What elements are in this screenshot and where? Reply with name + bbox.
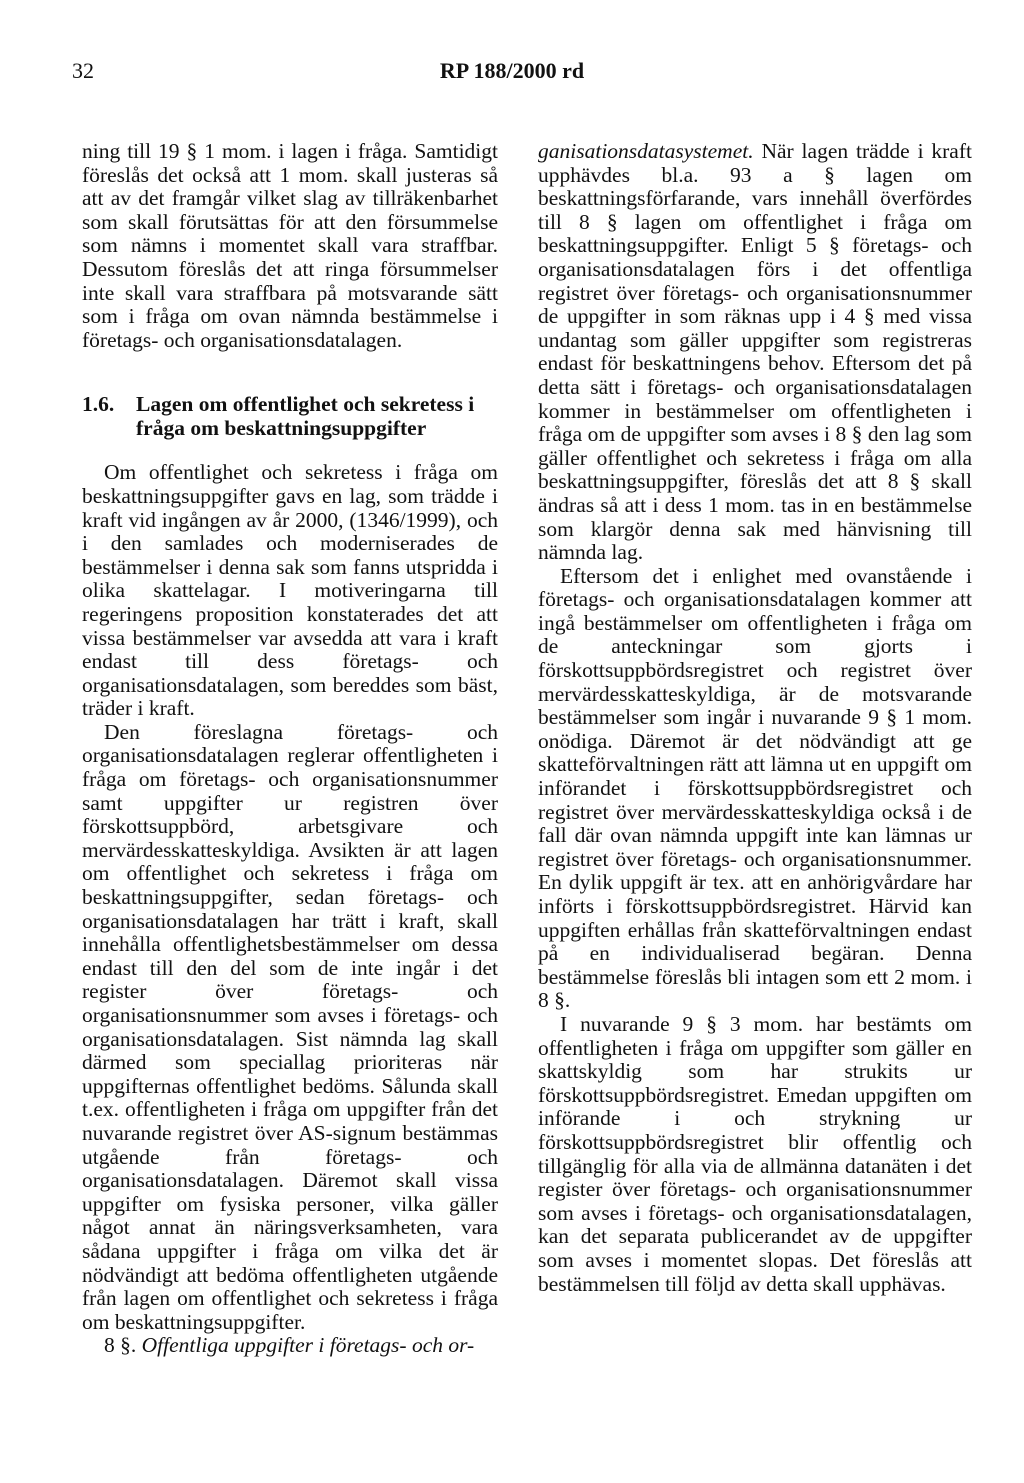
- body-paragraph: ning till 19 § 1 mom. i lagen i fråga. Samtidigt föreslås det också att 1 mom. skall justeras så att av det framgår vilket slag av tillräkenbarhet som skall förutsättas för att den försummelse som nämns i momentet skall vara straffbar. Dessutom föreslås det att ringa försummelser inte skall vara straffbara på motsvarande sätt som i fråga om ovan nämnda bestämmelse i företags- och organisationsdatalagen.: [82, 139, 498, 352]
- body-paragraph: Eftersom det i enlighet med ovanstående i företags- och organisationsdatalagen kommer att ingå bestämmelser om offentligheten i fråga om de anteckningar som gjorts i förskottsuppbördsregistret och registret över mervärdesskatteskyldiga, är de motsvarande bestämmelser som ingår i nuvarande 9 § 1 mom. onödiga. Däremot är det nödvändigt att ge skatteförvaltningen rätt att lämna ut en uppgift om införandet i förskottsuppbördsregistret och registret över mervärdesskatteskyldiga också i de fall där ovan nämnda uppgift inte kan lämnas ur registret över företags- och organisationsnummer. En dylik uppgift är tex. att en anhörigvårdare har införts i förskottsuppbördsregistret. Härvid kan uppgiften erhållas från skatteförvaltningen endast på en individualiserad begäran. Denna bestämmelse föreslås bli intagen som ett 2 mom. i 8 §.: [538, 563, 972, 1013]
- italic-subheading: Offentliga uppgifter i företags- och or-: [141, 1333, 475, 1358]
- section-number: 1.6.: [82, 392, 115, 417]
- running-title: RP 188/2000 rd: [439, 58, 585, 83]
- body-paragraph: [82, 1334, 498, 1358]
- body-paragraph: [538, 140, 972, 565]
- body-paragraph: I nuvarande 9 § 3 mom. har bestämts om offentligheten i fråga om uppgifter som gäller en skattskyldig som har strukits ur förskottsuppbördsregistret. Emedan uppgiften om införande i och strykning ur förskottsuppbördsregistret blir offentlig och tillgänglig för alla via de allmänna datanäten i det register över företags- och organisationsnummer som avses i företags- och organisationsdatalagen, kan det separata publicerandet av de uppgifter som avses i momentet slopas. Det föreslås att bestämmelsen till följd av detta skall upphävas.: [538, 1011, 972, 1296]
- italic-subheading-continued: ganisationsdatasystemet.: [538, 139, 754, 163]
- right-column: [538, 140, 972, 1296]
- page-number: 32: [72, 58, 94, 83]
- paragraph-lead: 8 §.: [104, 1333, 142, 1358]
- body-paragraph: Den föreslagna företags- och organisationsdatalagen reglerar offentligheten i fråga om företags- och organisationsnummer samt uppgifter ur registren över förskottsuppbörd, arbetsgivare och mervärdesskatteskyldiga. Avsikten är att lagen om offentlighet och sekretess i fråga om beskattningsuppgifter, sedan företags- och organisationsdatalagen har trätt i kraft, skall innehålla offentlighetsbestämmelser om dessa endast till den del som de inte ingår i det register över företags- och organisationsnummer som avses i företags- och organisationsdatalagen. Sist nämnda lag skall därmed som speciallag prioriteras när uppgifternas offentlighet bedöms. Sålunda skall t.ex. offentligheten i fråga om uppgifter från det nuvarande registret över AS-signum bestämmas utgående från företags- och organisationsdatalagen. Däremot skall vissa uppgifter om fysiska personer, vilka gäller något annat än näringsverksamheten, vara sådana uppgifter i fråga om vilka det är nödvändigt att bedöma offentligheten utgående från lagen om offentlighet och sekretess i fråga om beskattningsuppgifter.: [82, 719, 498, 1334]
- left-column: [82, 140, 498, 1358]
- section-heading: [82, 392, 498, 440]
- section-title: Lagen om offentlighet och sekretess i fråga om beskattningsuppgifter: [136, 392, 475, 441]
- body-paragraph: Om offentlighet och sekretess i fråga om beskattningsuppgifter gavs en lag, som trädde i kraft vid ingången av år 2000, (1346/1999), och i den samlades och moderniserades de bestämmelser i denna sak som fanns utspridda i olika skattelagar. I motiveringarna till regeringens proposition konstaterades det att vissa bestämmelser var avsedda att vara i kraft endast till dess företags- och organisationsdatalagen, som bereddes som bäst, träder i kraft.: [82, 460, 498, 721]
- paragraph-text: När lagen trädde i kraft upphävdes bl.a. 93 a § lagen om beskattningsförfarande, vars innehåll överfördes till 8 § lagen om offentlighet i fråga om beskattningsuppgifter. Enligt 5 § företags- och organisationsdatalagen förs i det offentliga registret över företags- och organisationsnummer de uppgifter in som räknas upp i 4 § med vissa undantag som gäller uppgifter som registreras endast för beskattningens behov. Eftersom det på detta sätt i företags- och organisationsdatalagen kommer in bestämmelser om offentligheten i fråga om de uppgifter som avses i 8 § den lag som gäller offentlighet och sekretess i fråga om alla beskattningsuppgifter, föreslås det att 8 § skall ändras så att i dess 1 mom. tas in en bestämmelse som klargör denna sak med hänvisning till nämnda lag.: [538, 139, 972, 565]
